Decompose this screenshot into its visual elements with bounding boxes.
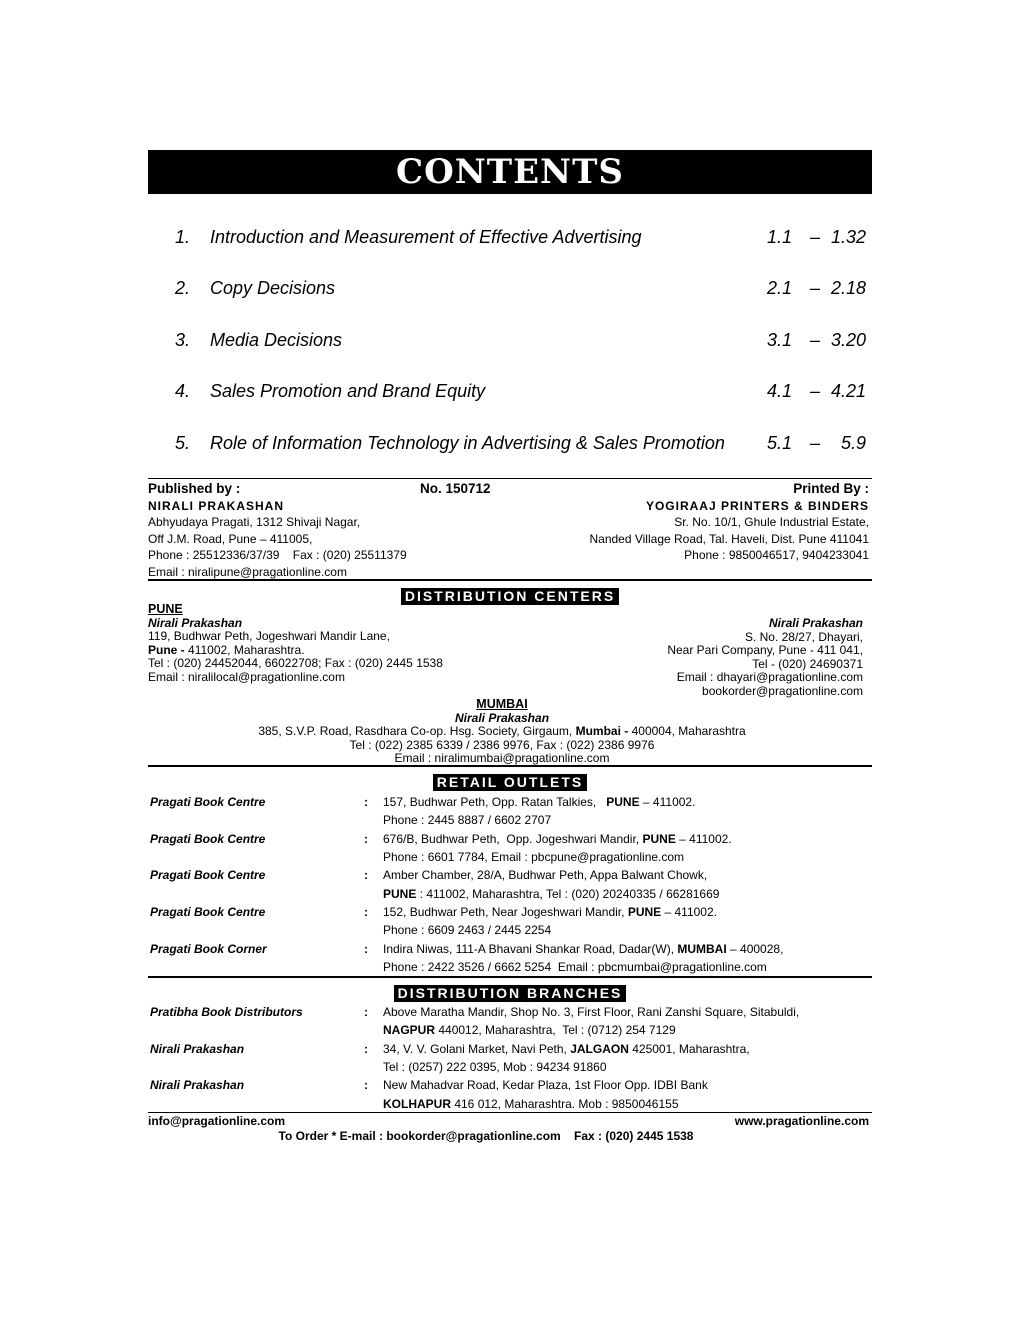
outlet-name: Pragati Book Centre xyxy=(150,868,266,883)
text-segment: – 411002. xyxy=(675,831,732,846)
toc-number: 5. xyxy=(175,433,191,453)
outlet-entry xyxy=(150,903,870,940)
text-segment: 425001, Maharashtra, xyxy=(628,1041,750,1056)
outlet-name: Pragati Book Corner xyxy=(150,941,267,956)
outlet-entry xyxy=(150,1076,870,1113)
text-segment: 676/B, Budhwar Peth, Opp. Jogeshwari Mandir, xyxy=(383,831,643,846)
toc-entry[interactable] xyxy=(148,225,872,249)
text-line xyxy=(383,793,695,811)
outlet-address xyxy=(383,1040,750,1077)
mumbai-label: MUMBAI xyxy=(476,697,528,711)
outlet-entry xyxy=(150,1040,870,1077)
text-segment: Email : niralimumbai@pragationline.com xyxy=(394,751,610,766)
toc-title: Copy Decisions xyxy=(210,278,336,298)
text-segment: New Mahadvar Road, Kedar Plaza, 1st Floor Opp. IDBI Bank xyxy=(383,1078,708,1093)
outlet-entry xyxy=(150,830,870,867)
edition-number: No. 150712 xyxy=(420,481,491,496)
outlet-name: Pragati Book Centre xyxy=(150,905,266,920)
text-segment: 157, Budhwar Peth, Opp. Ratan Talkies, xyxy=(383,795,607,809)
publisher-line: Abhyudaya Pragati, 1312 Shivaji Nagar, xyxy=(148,515,361,530)
toc-entry[interactable] xyxy=(148,379,872,403)
divider xyxy=(148,579,872,581)
outlet-entry xyxy=(150,866,870,903)
distribution-centers-heading: DISTRIBUTION CENTERS xyxy=(401,588,619,605)
text-segment: 385, S.V.P. Road, Rasdhara Co-op. Hsg. Society, Girgaum, xyxy=(258,724,576,739)
text-segment: bookorder@pragationline.com xyxy=(702,683,863,698)
text-line xyxy=(383,958,783,976)
text-line xyxy=(148,671,863,685)
divider xyxy=(148,976,872,978)
colon: : xyxy=(364,795,368,809)
divider xyxy=(148,478,872,479)
colon: : xyxy=(364,1005,368,1019)
outlet-address xyxy=(383,1003,799,1040)
text-segment: MUMBAI xyxy=(677,941,727,956)
outlet-entry xyxy=(150,940,870,977)
publisher-label: Published by : xyxy=(148,481,241,496)
text-segment: Pune - xyxy=(148,642,189,657)
colon: : xyxy=(364,868,368,883)
printer-name: YOGIRAAJ PRINTERS & BINDERS xyxy=(645,498,869,513)
outlet-name: Pratibha Book Distributors xyxy=(150,1005,303,1019)
toc-number: 3. xyxy=(175,330,191,350)
toc-dash: – xyxy=(809,278,820,298)
text-line xyxy=(383,1058,750,1076)
outlet-name: Nirali Prakashan xyxy=(150,1078,245,1093)
text-segment: Mumbai - xyxy=(575,724,632,739)
text-segment: 400004, Maharashtra xyxy=(631,724,746,739)
publisher-line: Off J.M. Road, Pune – 411005, xyxy=(148,531,313,546)
retail-outlets-heading: RETAIL OUTLETS xyxy=(433,774,587,791)
outlet-name: Nirali Prakashan xyxy=(150,1041,245,1056)
toc-title: Introduction and Measurement of Effective Advertising xyxy=(210,227,642,247)
toc-title: Role of Information Technology in Advertising & Sales Promotion xyxy=(210,433,725,453)
outlet-address xyxy=(383,903,717,940)
publisher-line: Email : niralipune@pragationline.com xyxy=(148,564,347,579)
colon: : xyxy=(364,941,368,956)
outlet-name: Pragati Book Centre xyxy=(150,795,266,809)
toc-page-start: 5.1 xyxy=(766,433,792,453)
center-name: Nirali Prakashan xyxy=(768,616,863,630)
text-segment: Above Maratha Mandir, Shop No. 3, First Floor, Rani Zanshi Square, Sitabuldi, xyxy=(383,1005,800,1019)
toc-page-start: 1.1 xyxy=(766,227,792,247)
text-line xyxy=(140,752,864,766)
toc-dash: – xyxy=(809,330,820,350)
text-segment: – 411002. xyxy=(639,795,696,809)
text-segment: Phone : 6609 2463 / 2445 2254 xyxy=(383,923,552,938)
toc-page-end: 3.20 xyxy=(830,330,866,350)
toc-page-end: 2.18 xyxy=(830,278,866,298)
outlet-address xyxy=(383,866,719,903)
text-line xyxy=(383,1003,799,1021)
footer-order: To Order * E-mail : bookorder@pragationline.com Fax : (020) 2445 1538 xyxy=(278,1129,694,1143)
outlet-address xyxy=(383,830,732,867)
colon: : xyxy=(364,1041,368,1056)
text-line xyxy=(383,940,783,958)
text-segment: Near Pari Company, Pune - 411 041, xyxy=(667,643,863,658)
toc-page-end: 1.32 xyxy=(830,227,866,247)
text-segment: Phone : 6601 7784, Email : pbcpune@pragationline.com xyxy=(383,849,685,864)
colon: : xyxy=(364,831,368,846)
text-line xyxy=(383,848,732,866)
text-segment: – 411002. xyxy=(661,905,717,920)
text-segment: Tel : (022) 2385 6339 / 2386 9976, Fax : (022) 2386 9976 xyxy=(349,737,655,752)
text-segment: 119, Budhwar Peth, Jogeshwari Mandir Lane, xyxy=(148,629,390,644)
toc-number: 2. xyxy=(175,278,191,298)
colon: : xyxy=(364,905,368,920)
text-segment: PUNE xyxy=(627,905,662,920)
printer-block xyxy=(148,481,869,564)
text-line xyxy=(383,1095,708,1113)
outlet-address xyxy=(383,1076,708,1113)
footer-website[interactable]: www.pragationline.com xyxy=(734,1114,869,1128)
toc-page-end: 4.21 xyxy=(830,381,866,401)
text-segment: : 411002, Maharashtra, Tel : (020) 20240335 / 66281669 xyxy=(416,886,720,901)
text-segment: Tel : (020) 24452044, 66022708; Fax : (020) 2445 1538 xyxy=(148,656,443,671)
text-segment: Amber Chamber, 28/A, Budhwar Peth, Appa Balwant Chowk, xyxy=(383,868,708,883)
text-segment: PUNE xyxy=(606,795,640,809)
text-line xyxy=(383,903,717,921)
toc-page-start: 3.1 xyxy=(766,330,792,350)
printer-line: Sr. No. 10/1, Ghule Industrial Estate, xyxy=(674,515,869,530)
toc-dash: – xyxy=(809,227,820,247)
text-segment: Tel : (0257) 222 0395, Mob : 94234 91860 xyxy=(383,1059,607,1074)
outlet-entry xyxy=(150,793,870,830)
contents-title: CONTENTS xyxy=(148,150,872,194)
outlet-address xyxy=(383,940,783,977)
text-segment: – 400028, xyxy=(726,941,784,956)
outlet-address xyxy=(383,793,695,830)
toc-page-start: 2.1 xyxy=(766,278,792,298)
text-line xyxy=(148,631,863,645)
toc-dash: – xyxy=(809,433,820,453)
text-line xyxy=(383,921,717,939)
text-line xyxy=(148,658,863,672)
text-line xyxy=(383,885,719,903)
text-segment: 411002, Maharashtra. xyxy=(188,642,305,657)
toc-number: 1. xyxy=(175,227,191,247)
center-address xyxy=(140,725,864,766)
toc-entry[interactable] xyxy=(148,276,872,300)
text-segment: NAGPUR xyxy=(383,1023,436,1038)
text-segment: 152, Budhwar Peth, Near Jogeshwari Mandir, xyxy=(383,905,628,920)
text-line xyxy=(383,811,695,829)
outlet-entry xyxy=(150,1003,870,1040)
text-segment: 440012, Maharashtra, Tel : (0712) 254 7129 xyxy=(435,1023,676,1038)
footer-email[interactable]: info@pragationline.com xyxy=(148,1114,286,1128)
printer-line: Phone : 9850046517, 9404233041 xyxy=(684,548,869,563)
toc-number: 4. xyxy=(175,381,191,401)
text-line xyxy=(383,830,732,848)
text-line xyxy=(140,725,864,739)
text-line xyxy=(383,866,719,884)
printer-line: Nanded Village Road, Tal. Haveli, Dist. Pune 411041 xyxy=(589,531,869,546)
center-address xyxy=(148,631,863,699)
publisher-line: Phone : 25512336/37/39 Fax : (020) 25511379 xyxy=(148,548,407,563)
text-line xyxy=(140,739,864,753)
text-segment: S. No. 28/27, Dhayari, xyxy=(744,629,863,644)
pune-label: PUNE xyxy=(148,602,183,616)
text-line xyxy=(148,644,863,658)
text-line xyxy=(383,1076,708,1094)
text-segment: PUNE xyxy=(383,886,417,901)
text-segment: 416 012, Maharashtra. Mob : 9850046155 xyxy=(451,1096,679,1111)
center-name: Nirali Prakashan xyxy=(454,710,550,725)
text-segment: 34, V. V. Golani Market, Navi Peth, xyxy=(383,1041,571,1056)
toc-title: Media Decisions xyxy=(210,330,343,350)
toc-entry[interactable] xyxy=(148,431,872,455)
text-segment: JALGAON xyxy=(570,1041,629,1056)
text-segment: Phone : 2422 3526 / 6662 5254 Email : pbcmumbai@pragationline.com xyxy=(383,960,767,975)
text-segment: Phone : 2445 8887 / 6602 2707 xyxy=(383,813,552,828)
divider xyxy=(148,765,872,767)
toc-entry[interactable] xyxy=(148,328,872,352)
colon: : xyxy=(364,1078,368,1093)
text-segment: Email : dhayari@pragationline.com xyxy=(676,670,863,685)
pune-right xyxy=(148,617,863,699)
text-segment: Email : niralilocal@pragationline.com xyxy=(148,669,345,684)
toc-page-end: 5.9 xyxy=(840,433,866,453)
toc-page-start: 4.1 xyxy=(766,381,792,401)
toc-dash: – xyxy=(809,381,820,401)
text-segment: PUNE xyxy=(642,831,676,846)
outlet-name: Pragati Book Centre xyxy=(150,831,266,846)
publisher-name: NIRALI PRAKASHAN xyxy=(148,498,284,513)
text-line xyxy=(383,1040,750,1058)
center-name: Nirali Prakashan xyxy=(148,615,243,630)
printer-label: Printed By : xyxy=(793,481,869,496)
mumbai-center xyxy=(140,698,864,766)
text-line xyxy=(383,1021,799,1039)
toc-title: Sales Promotion and Brand Equity xyxy=(210,381,486,401)
distribution-branches-heading: DISTRIBUTION BRANCHES xyxy=(394,985,627,1002)
text-segment: Tel - (020) 24690371 xyxy=(752,656,863,671)
text-segment: Indira Niwas, 111-A Bhavani Shankar Road, Dadar(W), xyxy=(383,941,678,956)
text-segment: KOLHAPUR xyxy=(383,1096,451,1111)
